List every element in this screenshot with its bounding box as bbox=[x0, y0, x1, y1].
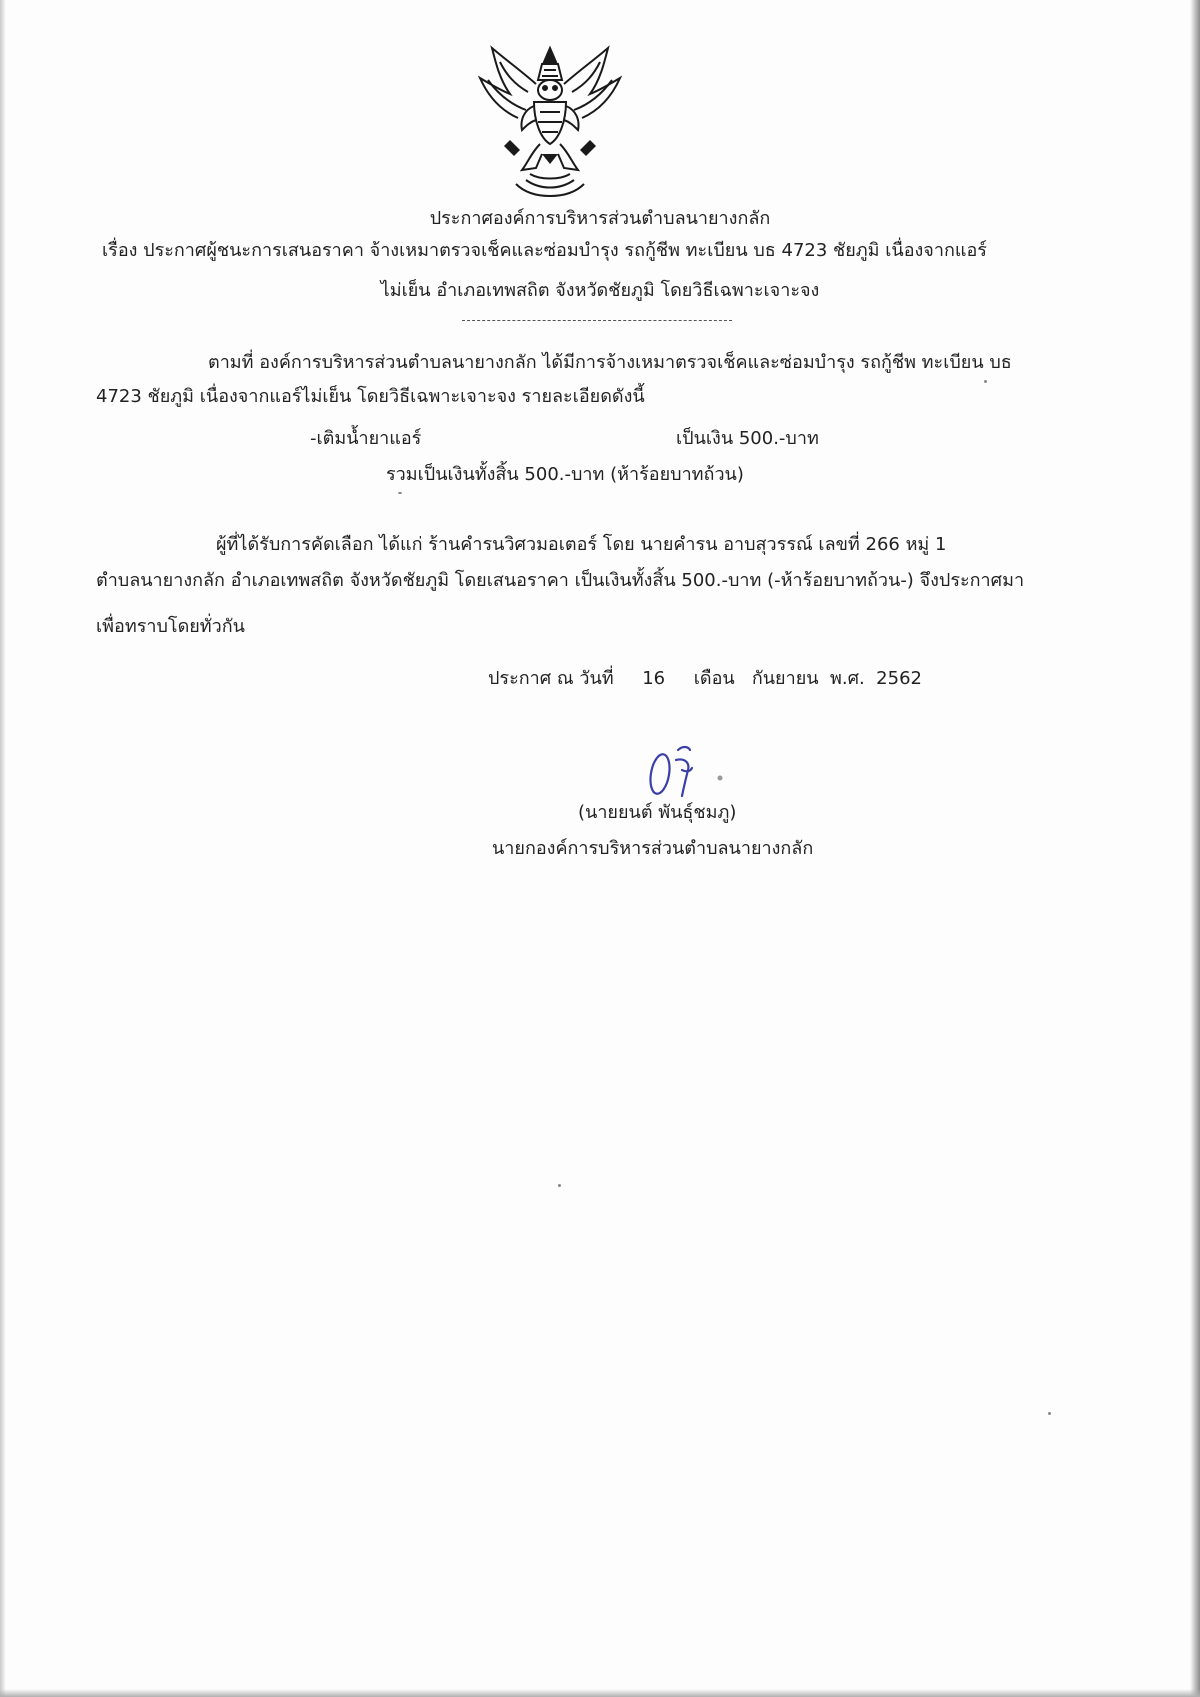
header-divider bbox=[462, 320, 732, 321]
subject-line-1: เรื่อง ประกาศผู้ชนะการเสนอราคา จ้างเหมาตรวจเช็คและซ่อมบำรุง รถกู้ชีพ ทะเบียน บธ 4723 ชัยภูมิ เนื่องจากแอร์ bbox=[102, 240, 987, 261]
item-name: -เติมน้ำยาแอร์ bbox=[310, 428, 422, 449]
scan-speck bbox=[398, 492, 402, 494]
signatory-position: นายกองค์การบริหารส่วนตำบลนายางกลัก bbox=[492, 838, 814, 859]
scan-edge-bottom bbox=[0, 1689, 1200, 1697]
paragraph-1-line-1: ตามที่ องค์การบริหารส่วนตำบลนายางกลัก ได้มีการจ้างเหมาตรวจเช็คและซ่อมบำรุง รถกู้ชีพ ทะเบียน บธ bbox=[208, 352, 1012, 373]
total-amount: รวมเป็นเงินทั้งสิ้น 500.-บาท (ห้าร้อยบาทถ้วน) bbox=[386, 464, 744, 485]
paragraph-2-line-3: เพื่อทราบโดยทั่วกัน bbox=[96, 616, 245, 637]
subject-line-2: ไม่เย็น อำเภอเทพสถิต จังหวัดชัยภูมิ โดยวิธีเฉพาะเจาะจง bbox=[380, 280, 820, 301]
garuda-emblem-icon bbox=[470, 40, 630, 200]
scan-edge-right bbox=[1190, 0, 1200, 1697]
scan-speck bbox=[558, 1184, 561, 1187]
item-amount: เป็นเงิน 500.-บาท bbox=[676, 428, 819, 449]
scan-speck bbox=[984, 380, 987, 383]
announcement-title: ประกาศองค์การบริหารส่วนตำบลนายางกลัก bbox=[429, 208, 771, 229]
signature-icon bbox=[640, 740, 730, 800]
scan-edge-left bbox=[0, 0, 6, 1697]
paragraph-2-line-2: ตำบลนายางกลัก อำเภอเทพสถิต จังหวัดชัยภูมิ โดยเสนอราคา เป็นเงินทั้งสิ้น 500.-บาท (-ห้าร้อยบาทถ้วน-) จึงประกาศมา bbox=[96, 570, 1025, 591]
signatory-name: (นายยนต์ พันธุ์ชมภู) bbox=[578, 802, 737, 823]
paragraph-2-line-1: ผู้ที่ได้รับการคัดเลือก ได้แก่ ร้านคำรนวิศวมอเตอร์ โดย นายคำรน อาบสุวรรณ์ เลขที่ 266 หมู่ 1 bbox=[216, 534, 947, 555]
announcement-date: ประกาศ ณ วันที่ 16 เดือน กันยายน พ.ศ. 2562 bbox=[488, 668, 922, 689]
paragraph-1-line-2: 4723 ชัยภูมิ เนื่องจากแอร์ไม่เย็น โดยวิธีเฉพาะเจาะจง รายละเอียดดังนี้ bbox=[96, 386, 645, 407]
scan-speck bbox=[1048, 1412, 1051, 1415]
